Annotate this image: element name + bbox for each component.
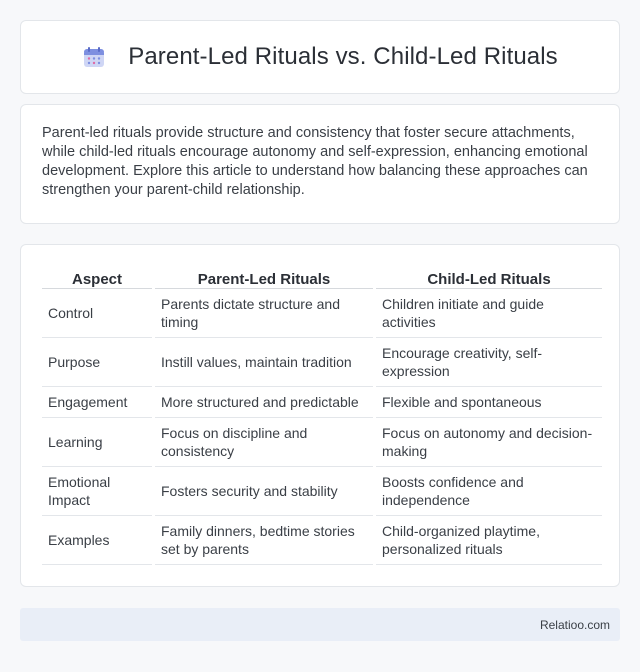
- table-cell-parent: Fosters security and stability: [155, 467, 373, 516]
- comparison-table: [39, 265, 605, 565]
- table-cell-child: Flexible and spontaneous: [376, 387, 602, 418]
- comparison-table-card: [20, 244, 620, 587]
- calendar-icon: [82, 45, 106, 69]
- table-header-row: [42, 265, 602, 289]
- page-title: Parent-Led Rituals vs. Child-Led Rituals: [128, 43, 558, 70]
- column-header-aspect: Aspect: [42, 265, 152, 289]
- table-cell-parent: Focus on discipline and consistency: [155, 418, 373, 467]
- title-card: [20, 20, 620, 94]
- table-row: [42, 418, 602, 467]
- table-cell-aspect: Emotional Impact: [42, 467, 152, 516]
- table-cell-aspect: Engagement: [42, 387, 152, 418]
- table-row: [42, 467, 602, 516]
- table-cell-aspect: Control: [42, 289, 152, 338]
- table-row: [42, 338, 602, 387]
- table-cell-parent: Parents dictate structure and timing: [155, 289, 373, 338]
- footer-brand: Relatioo.com: [539, 617, 610, 632]
- table-row: [42, 387, 602, 418]
- table-cell-aspect: Examples: [42, 516, 152, 565]
- table-row: [42, 289, 602, 338]
- table-cell-child: Focus on autonomy and decision-making: [376, 418, 602, 467]
- column-header-child-led: Child-Led Rituals: [376, 265, 602, 289]
- table-cell-parent: More structured and predictable: [155, 387, 373, 418]
- table-cell-parent: Family dinners, bedtime stories set by parents: [155, 516, 373, 565]
- intro-card: [20, 104, 620, 224]
- table-cell-parent: Instill values, maintain tradition: [155, 338, 373, 387]
- table-cell-aspect: Learning: [42, 418, 152, 467]
- table-cell-child: Child-organized playtime, personalized rituals: [376, 516, 602, 565]
- table-cell-aspect: Purpose: [42, 338, 152, 387]
- table-cell-child: Boosts confidence and independence: [376, 467, 602, 516]
- footer: [20, 608, 620, 641]
- table-cell-child: Encourage creativity, self-expression: [376, 338, 602, 387]
- table-cell-child: Children initiate and guide activities: [376, 289, 602, 338]
- intro-text: Parent-led rituals provide structure and consistency that foster secure attachments, while child-led rituals encourage autonomy and self-expression, enhancing emotional development. Explore this article to understand how balancing these approaches can strengthen your parent-child relationship.: [42, 125, 588, 198]
- table-row: [42, 516, 602, 565]
- column-header-parent-led: Parent-Led Rituals: [155, 265, 373, 289]
